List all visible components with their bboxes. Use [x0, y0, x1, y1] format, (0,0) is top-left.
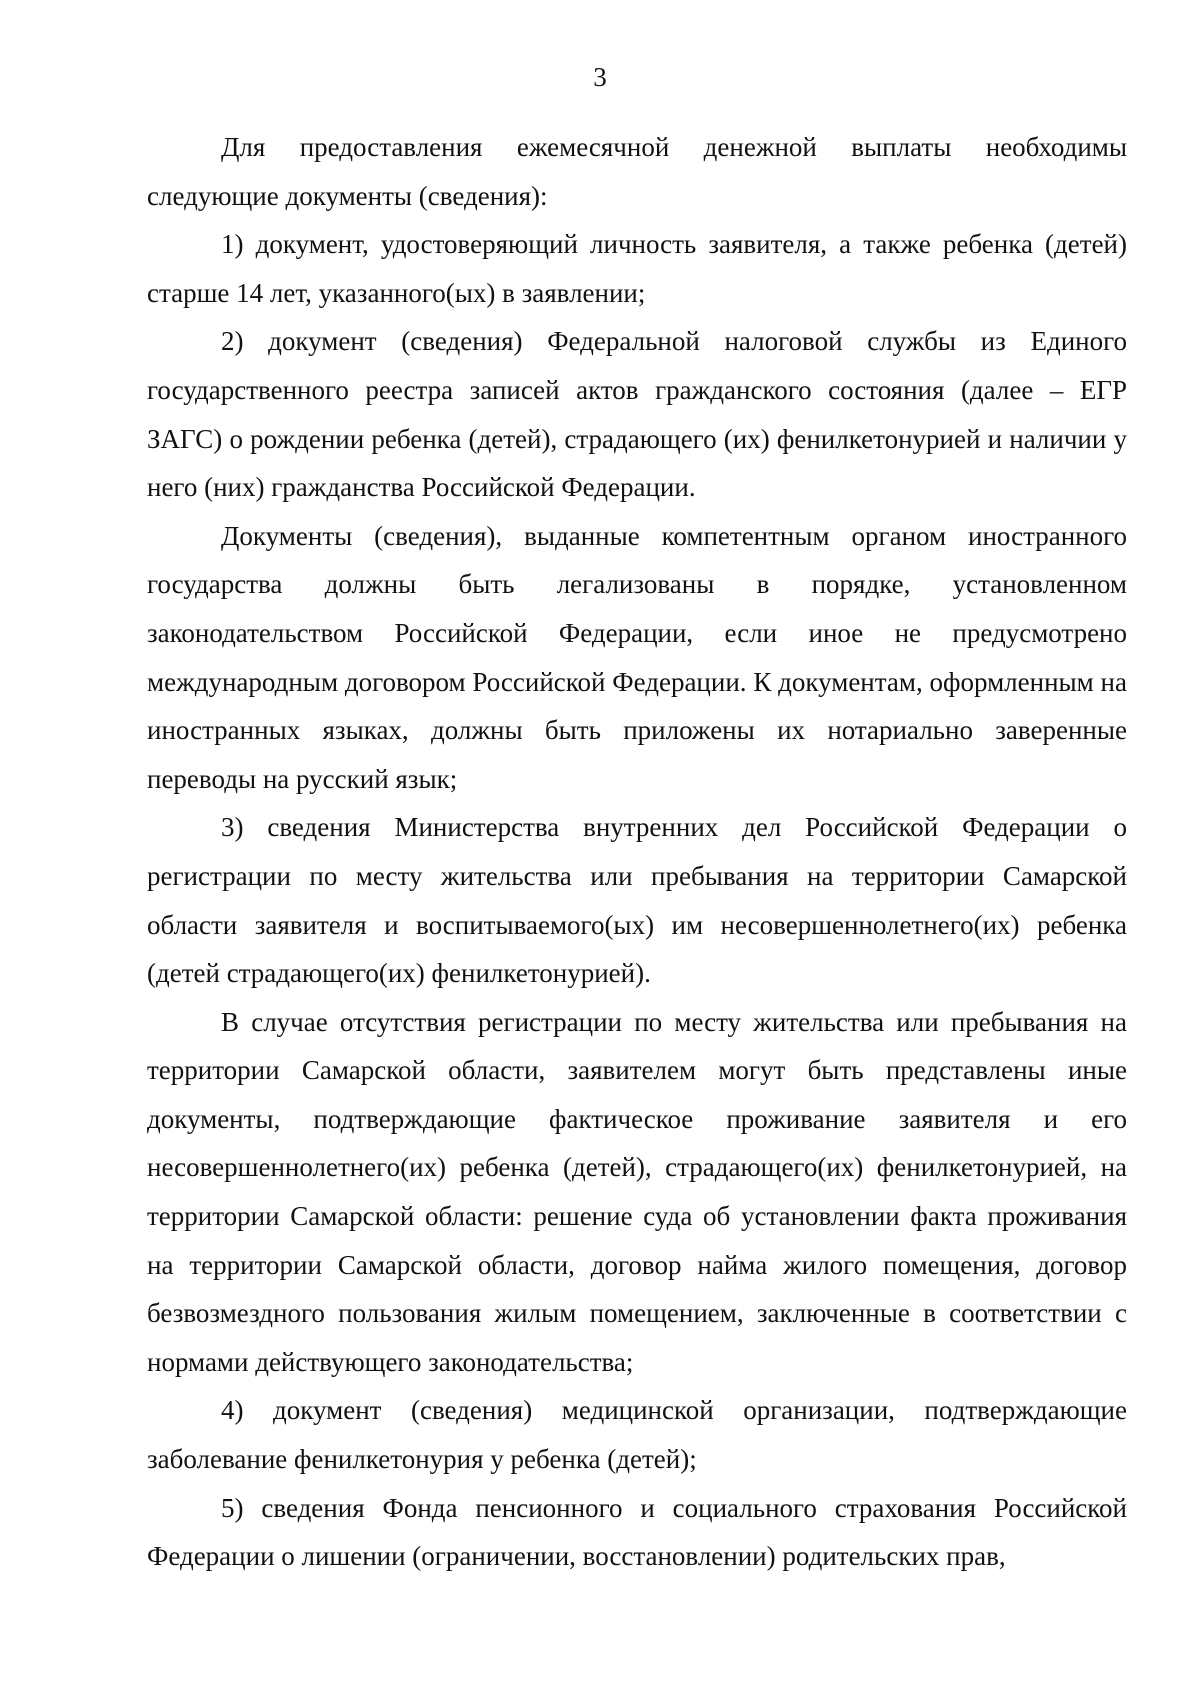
document-body [147, 123, 1127, 1581]
paragraph-foreign-documents: Документы (сведения), выданные компетентным органом иностранного государства должны быть легализованы в порядке, установленном законодательством Российской Федерации, если иное не предусмотрено международным договором Российской Федерации. К документам, оформленным на иностранных языках, должны быть приложены их нотариально заверенные переводы на русский язык; [147, 520, 1127, 794]
paragraph-item-3: 3) сведения Министерства внутренних дел Российской Федерации о регистрации по месту жительства или пребывания на территории Самарской области заявителя и воспитываемого(ых) им несовершеннолетнего(их) ребенка (детей страдающего(их) фенилкетонурией). [147, 812, 1127, 989]
paragraph-item-1: 1) документ, удостоверяющий личность заявителя, а также ребенка (детей) старше 14 лет, указанного(ых) в заявлении; [147, 229, 1127, 308]
paragraph-no-registration: В случае отсутствия регистрации по месту жительства или пребывания на территории Самарской области, заявителем могут быть представлены иные документы, подтверждающие фактическое проживание заявителя и его несовершеннолетнего(их) ребенка (детей), страдающего(их) фенилкетонурией, на территории Самарской области: решение суда об установлении факта проживания на территории Самарской области, договор найма жилого помещения, договор безвозмездного пользования жилым помещением, заключенные в соответствии с нормами действующего законодательства; [147, 1006, 1127, 1377]
paragraph-item-4: 4) документ (сведения) медицинской организации, подтверждающие заболевание фенилкетонурия у ребенка (детей); [147, 1395, 1127, 1475]
paragraph-intro: Для предоставления ежемесячной денежной выплаты необходимы следующие документы (сведения): [147, 132, 1127, 211]
paragraph-item-2: 2) документ (сведения) Федеральной налоговой службы из Единого государственного реестра записей актов гражданского состояния (далее – ЕГР ЗАГС) о рождении ребенка (детей), страдающего (их) фенилкетонурией и наличии у него (них) гражданства Российской Федерации. [147, 326, 1127, 503]
page-number: 3 [593, 62, 607, 92]
paragraph-item-5: 5) сведения Фонда пенсионного и социального страхования Российской Федерации о лишении (ограничении, восстановлении) родительских прав, [147, 1492, 1127, 1572]
